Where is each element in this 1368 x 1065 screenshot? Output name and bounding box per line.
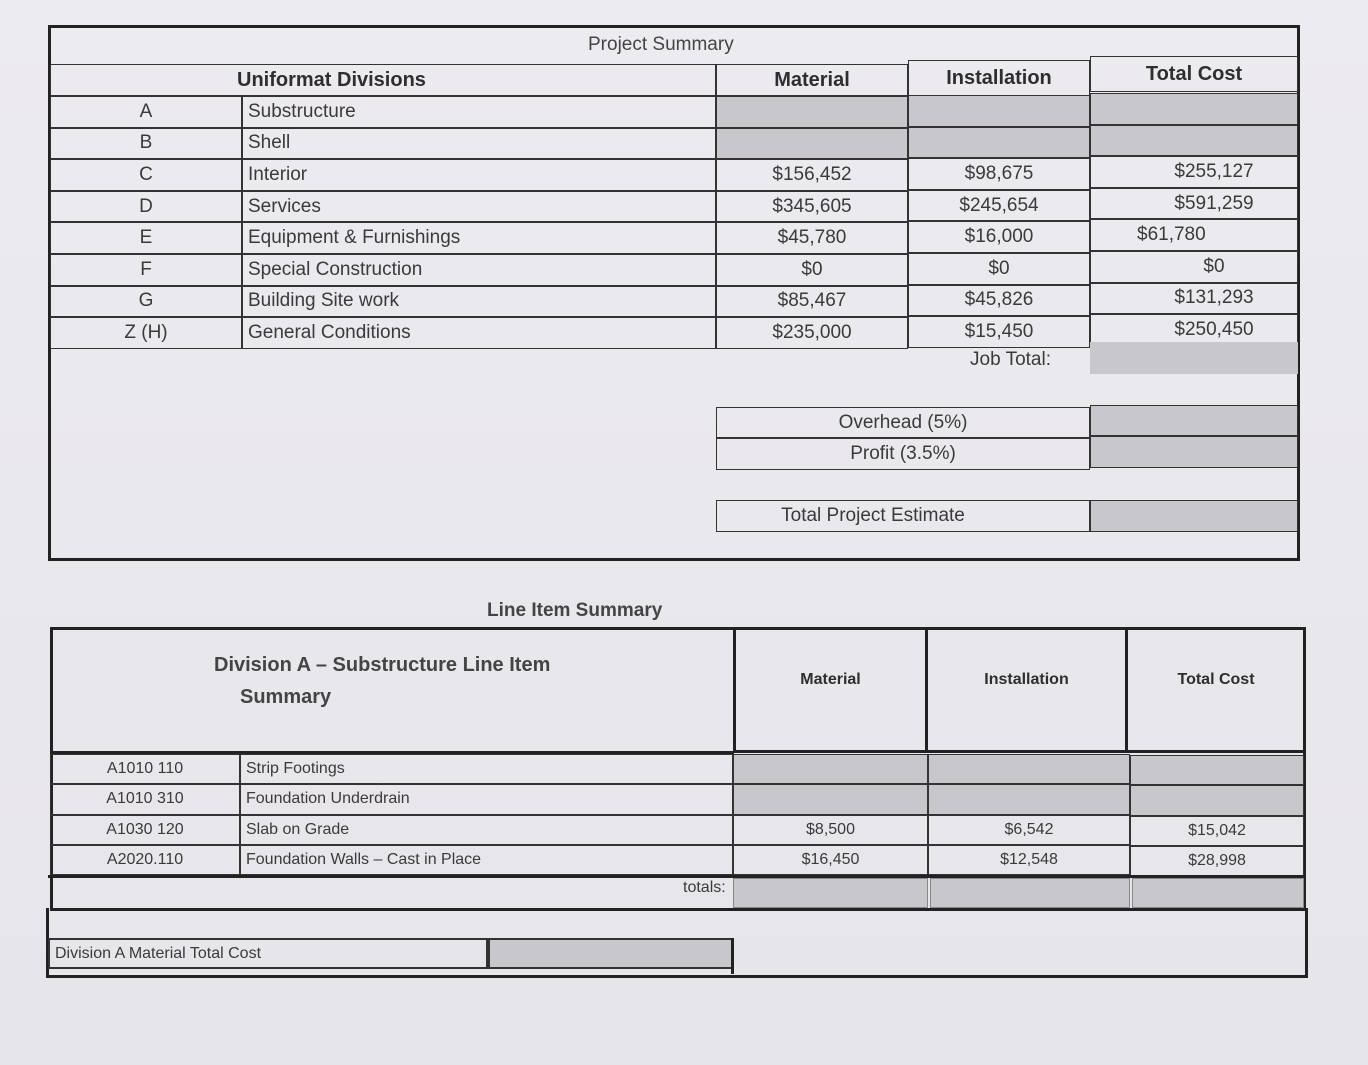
li-row-name: Slab on Grade [240,815,733,845]
li-row-code: A1010 110 [50,754,240,784]
li-row-installation [928,784,1130,814]
ps-row-name: Interior [242,159,716,191]
ps-row-total [1090,93,1298,125]
ps-row-code: Z (H) [50,317,242,349]
ps-row-installation: $15,450 [908,316,1090,348]
li-total-cost-header: Total Cost [1128,629,1304,753]
ps-row-total: $61,780 [1090,219,1298,251]
totals-installation [930,878,1130,908]
li-row-installation [928,754,1130,784]
ps-row-code: F [50,254,242,286]
ps-row-code: E [50,222,242,254]
li-material-header: Material [733,629,928,753]
division-total-step [731,938,734,974]
profit-value [1090,436,1298,468]
division-a-material-total-label: Division A Material Total Cost [48,938,488,969]
ps-row-installation [908,127,1090,159]
ps-row-name: Substructure [242,96,716,128]
li-row-name: Foundation Walls – Cast in Place [240,845,733,875]
material-header: Material [716,64,908,96]
li-row-total: $15,042 [1130,816,1304,846]
ps-row-installation: $245,654 [908,190,1090,222]
ps-row-total: $591,259 [1090,188,1298,220]
ps-row-code: D [50,191,242,223]
ps-row-material: $0 [716,254,908,286]
ps-row-material: $156,452 [716,159,908,191]
project-summary-title: Project Summary [588,34,734,55]
totals-material [733,878,928,908]
ps-row-total [1090,125,1298,157]
job-total-label: Job Total: [970,349,1051,370]
ps-row-total: $131,293 [1090,283,1298,315]
division-a-title-line1: Division A – Substructure Line Item [214,654,551,676]
ps-row-material [716,96,908,128]
installation-header: Installation [908,60,1090,96]
ps-row-total: $255,127 [1090,156,1298,188]
division-a-title-line2: Summary [240,686,332,708]
uniformat-divisions-header: Uniformat Divisions [50,64,716,96]
li-row-installation: $6,542 [928,815,1130,845]
total-cost-header: Total Cost [1090,56,1298,92]
li-row-material [733,754,928,784]
ps-row-name: General Conditions [242,317,716,349]
overhead-label: Overhead (5%) [716,407,1090,438]
li-row-code: A1030 120 [50,815,240,845]
ps-row-code: G [50,286,242,318]
line-item-summary-title: Line Item Summary [487,600,663,621]
li-row-total [1130,785,1304,815]
ps-row-installation: $16,000 [908,221,1090,253]
totals-total [1132,878,1304,908]
li-row-material [733,784,928,814]
total-project-estimate-label: Total Project Estimate [716,500,1090,532]
ps-row-total: $0 [1090,251,1298,283]
job-total-value [1090,342,1298,374]
overhead-value [1090,405,1298,436]
li-row-name: Foundation Underdrain [240,784,733,814]
ps-row-material [716,128,908,160]
ps-row-name: Services [242,191,716,223]
profit-label: Profit (3.5%) [716,438,1090,470]
ps-row-installation: $45,826 [908,285,1090,317]
ps-row-code: C [50,159,242,191]
li-row-code: A2020.110 [50,845,240,875]
li-row-name: Strip Footings [240,754,733,784]
li-installation-header: Installation [928,629,1128,753]
ps-row-name: Equipment & Furnishings [242,222,716,254]
ps-row-code: B [50,128,242,160]
ps-row-installation: $0 [908,253,1090,285]
ps-row-total: $250,450 [1090,314,1298,346]
ps-row-name: Shell [242,128,716,160]
ps-row-installation: $98,675 [908,158,1090,190]
ps-row-code: A [50,96,242,128]
li-row-installation: $12,548 [928,845,1130,875]
ps-row-material: $345,605 [716,191,908,223]
division-a-material-total-value [488,938,733,969]
ps-row-material: $85,467 [716,286,908,318]
ps-row-installation [908,95,1090,127]
li-row-total: $28,998 [1130,846,1304,876]
ps-row-material: $45,780 [716,222,908,254]
totals-label: totals: [683,879,726,896]
ps-row-name: Special Construction [242,254,716,286]
ps-row-name: Building Site work [242,286,716,318]
total-project-estimate-value [1090,500,1298,532]
li-row-total [1130,755,1304,785]
li-row-code: A1010 310 [50,784,240,814]
li-row-material: $16,450 [733,845,928,875]
ps-row-material: $235,000 [716,317,908,349]
li-row-material: $8,500 [733,815,928,845]
